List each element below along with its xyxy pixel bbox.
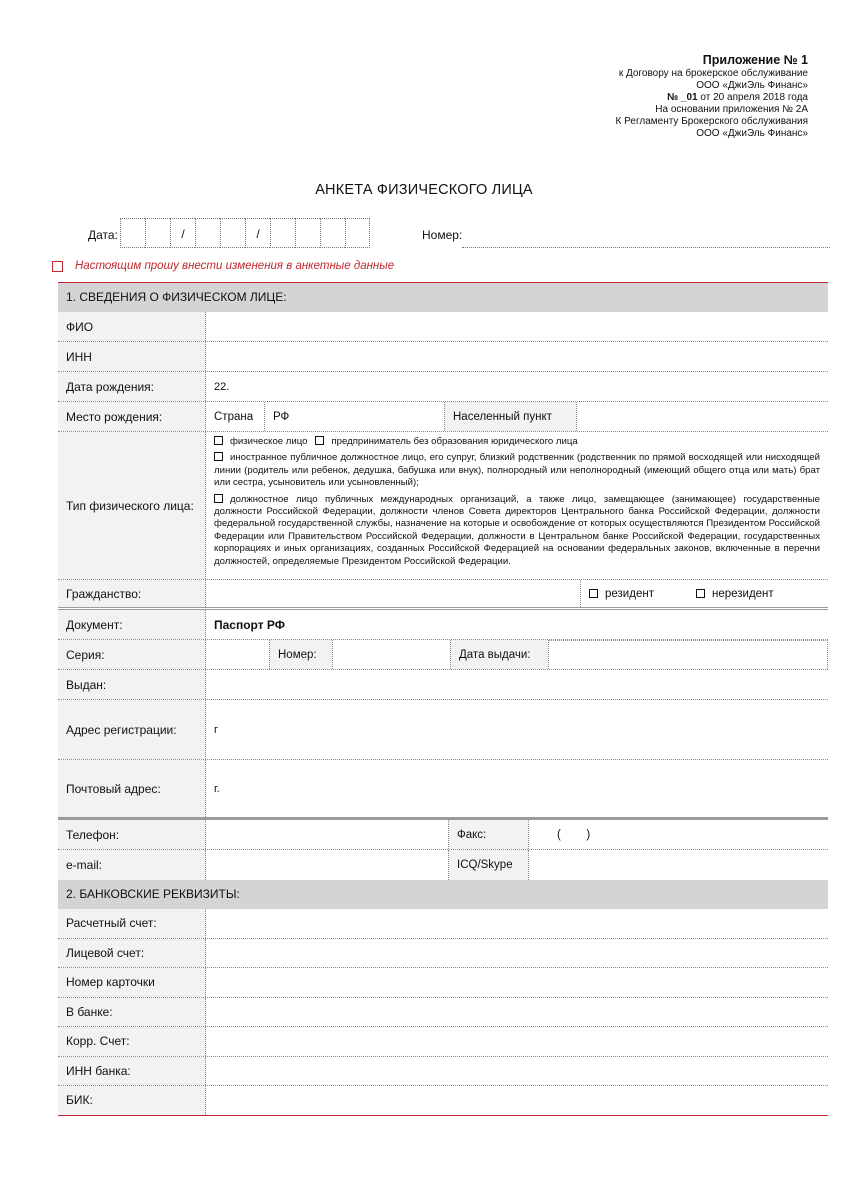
issued-by-row [58,670,828,700]
card-number-row [58,968,828,998]
corr-account-label: Корр. Счет: [58,1027,206,1056]
phone-label: Телефон: [58,820,206,849]
personal-account-field[interactable] [206,939,828,968]
fax-field[interactable]: ( ) [528,820,828,849]
passport-row [58,640,828,670]
person-type-options [206,432,828,579]
foreign-official-option-label: иностранное публичное должностное лицо, его супруг, близкий родственник (родственник по прямой восходящей или нисходящей линии (родитель или ребенок, дедушка, бабушка или внук), полнородный или неполнородный (имеющий общего отца или мать) брат или сестра, усыновитель или усыновленный); [214,452,820,489]
header-block [616,53,808,140]
change-request-row [52,260,394,272]
inn-field[interactable] [206,342,828,371]
birth-date-row [58,372,828,402]
contract-date: от 20 апреля 2018 года [697,92,808,103]
person-type-label: Тип физического лица: [58,432,206,579]
public-official-option-label: должностное лицо публичных международных организаций, а также лицо, замещающее (занимающее) государственные должности Российской Федерации, должности членов Совета директоров Центрального банка Российской Федерации, должности федеральной государственной службы, назначение на которые и освобождение от которых осуществляются Президентом Российской Федерации или Правительством Российской Федерации, должности в Центральном банке Российской Федерации, государственных корпорациях и иных организациях, созданных Российской Федерацией на основании федеральных законов, включенные в перечни должностей, определяемые Президентом Российской Федерации. [214,493,820,567]
personal-account-row [58,939,828,969]
type-options-line-1 [214,436,820,448]
icq-skype-label: ICQ/Skype [448,850,528,880]
date-label: Дата: [88,228,118,242]
header-line-6: ООО «ДжиЭль Финанс» [696,128,808,139]
birth-date-field[interactable]: 22. [214,380,230,393]
fio-label: ФИО [58,312,206,341]
date-cell[interactable] [270,218,295,248]
date-cell[interactable] [345,218,370,248]
entrepreneur-checkbox[interactable] [315,436,324,445]
date-cell[interactable] [295,218,320,248]
header-line-4: На основании приложения № 2А [655,104,808,115]
settlement-field[interactable] [576,402,828,431]
form-number-field[interactable] [462,247,830,248]
postal-address-field[interactable]: г. [214,782,220,795]
bik-label: БИК: [58,1086,206,1115]
bank-field[interactable] [206,998,828,1027]
change-request-label: Настоящим прошу внести изменения в анкетные данные [75,260,395,272]
passport-number-field[interactable] [332,640,450,669]
resident-checkbox[interactable] [589,589,598,598]
individual-checkbox[interactable] [214,436,223,445]
issue-date-label: Дата выдачи: [450,640,548,669]
card-number-label: Номер карточки [58,968,206,997]
bank-inn-label: ИНН банка: [58,1057,206,1086]
date-separator: / [245,218,270,248]
corr-account-field[interactable] [206,1027,828,1056]
inn-label: ИНН [58,342,206,371]
card-number-field[interactable] [206,968,828,997]
postal-address-label: Почтовый адрес: [58,760,206,817]
email-field[interactable] [206,850,448,880]
settlement-label: Населенный пункт [444,402,576,431]
header-line-3 [616,92,808,104]
birth-date-label: Дата рождения: [58,372,206,401]
settlement-account-field[interactable] [206,909,828,938]
series-label: Серия: [58,640,206,669]
date-separator: / [170,218,195,248]
bank-inn-row [58,1057,828,1087]
bank-row [58,998,828,1028]
fax-label: Факс: [448,820,528,849]
document-title: АНКЕТА ФИЗИЧЕСКОГО ЛИЦА [315,182,533,198]
registration-address-row [58,700,828,760]
email-skype-row [58,850,828,880]
appendix-title: Приложение № 1 [702,53,808,67]
section-1-header: 1. СВЕДЕНИЯ О ФИЗИЧЕСКОМ ЛИЦЕ: [58,283,828,312]
nonresident-checkbox[interactable] [696,589,705,598]
phone-fax-row [58,820,828,850]
personal-account-label: Лицевой счет: [58,939,206,968]
public-official-checkbox[interactable] [214,494,223,503]
header-line-5: К Регламенту Брокерского обслуживания [615,116,808,127]
date-cell[interactable] [195,218,220,248]
postal-address-row [58,760,828,820]
header-line-1: к Договору на брокерское обслуживание [618,68,808,79]
date-number-row [88,218,830,250]
registration-address-label: Адрес регистрации: [58,700,206,759]
issue-date-field[interactable] [548,640,828,669]
registration-address-field[interactable]: г [214,723,219,736]
bank-inn-field[interactable] [206,1057,828,1086]
person-type-row [58,432,828,580]
settlement-account-row [58,909,828,939]
citizenship-label: Гражданство: [58,580,206,607]
phone-field[interactable] [206,820,448,849]
birth-place-row [58,402,828,432]
nonresident-label: нерезидент [711,587,774,600]
settlement-account-label: Расчетный счет: [58,909,206,938]
issued-by-field[interactable] [206,670,828,699]
corr-account-row [58,1027,828,1057]
document-row [58,610,828,640]
bik-row [58,1086,828,1116]
series-field[interactable] [206,640,269,669]
residency-options [580,580,828,607]
citizenship-row [58,580,828,610]
date-cell[interactable] [320,218,345,248]
fio-field[interactable] [206,312,828,341]
document-label: Документ: [58,610,206,639]
foreign-official-checkbox[interactable] [214,452,223,461]
type-options-line-3 [214,494,820,568]
country-field[interactable]: РФ [264,402,444,431]
icq-skype-field[interactable] [528,850,828,880]
change-request-checkbox[interactable] [52,261,63,272]
birth-place-label: Место рождения: [58,402,206,431]
type-options-line-2 [214,452,820,489]
inn-row [58,342,828,372]
issued-by-label: Выдан: [58,670,206,699]
date-cell[interactable] [120,218,145,248]
entrepreneur-option-label: предприниматель без образования юридического лица [331,436,578,447]
bik-field[interactable] [206,1086,828,1115]
form-number-label: Номер: [422,228,463,242]
header-line-2: ООО «ДжиЭль Финанс» [696,80,808,91]
section-2-header: 2. БАНКОВСКИЕ РЕКВИЗИТЫ: [58,880,828,909]
passport-number-label: Номер: [269,640,332,669]
citizenship-field[interactable] [206,580,580,607]
contract-number: № _01 [667,92,698,103]
document-field[interactable]: Паспорт РФ [214,617,286,632]
date-cell[interactable] [145,218,170,248]
country-label: Страна [214,410,254,423]
bank-label: В банке: [58,998,206,1027]
questionnaire-form [58,282,828,1116]
email-label: e-mail: [58,850,206,880]
fio-row [58,312,828,342]
individual-option-label: физическое лицо [230,436,308,447]
date-cells [120,218,370,248]
date-cell[interactable] [220,218,245,248]
resident-label: резидент [605,587,654,600]
